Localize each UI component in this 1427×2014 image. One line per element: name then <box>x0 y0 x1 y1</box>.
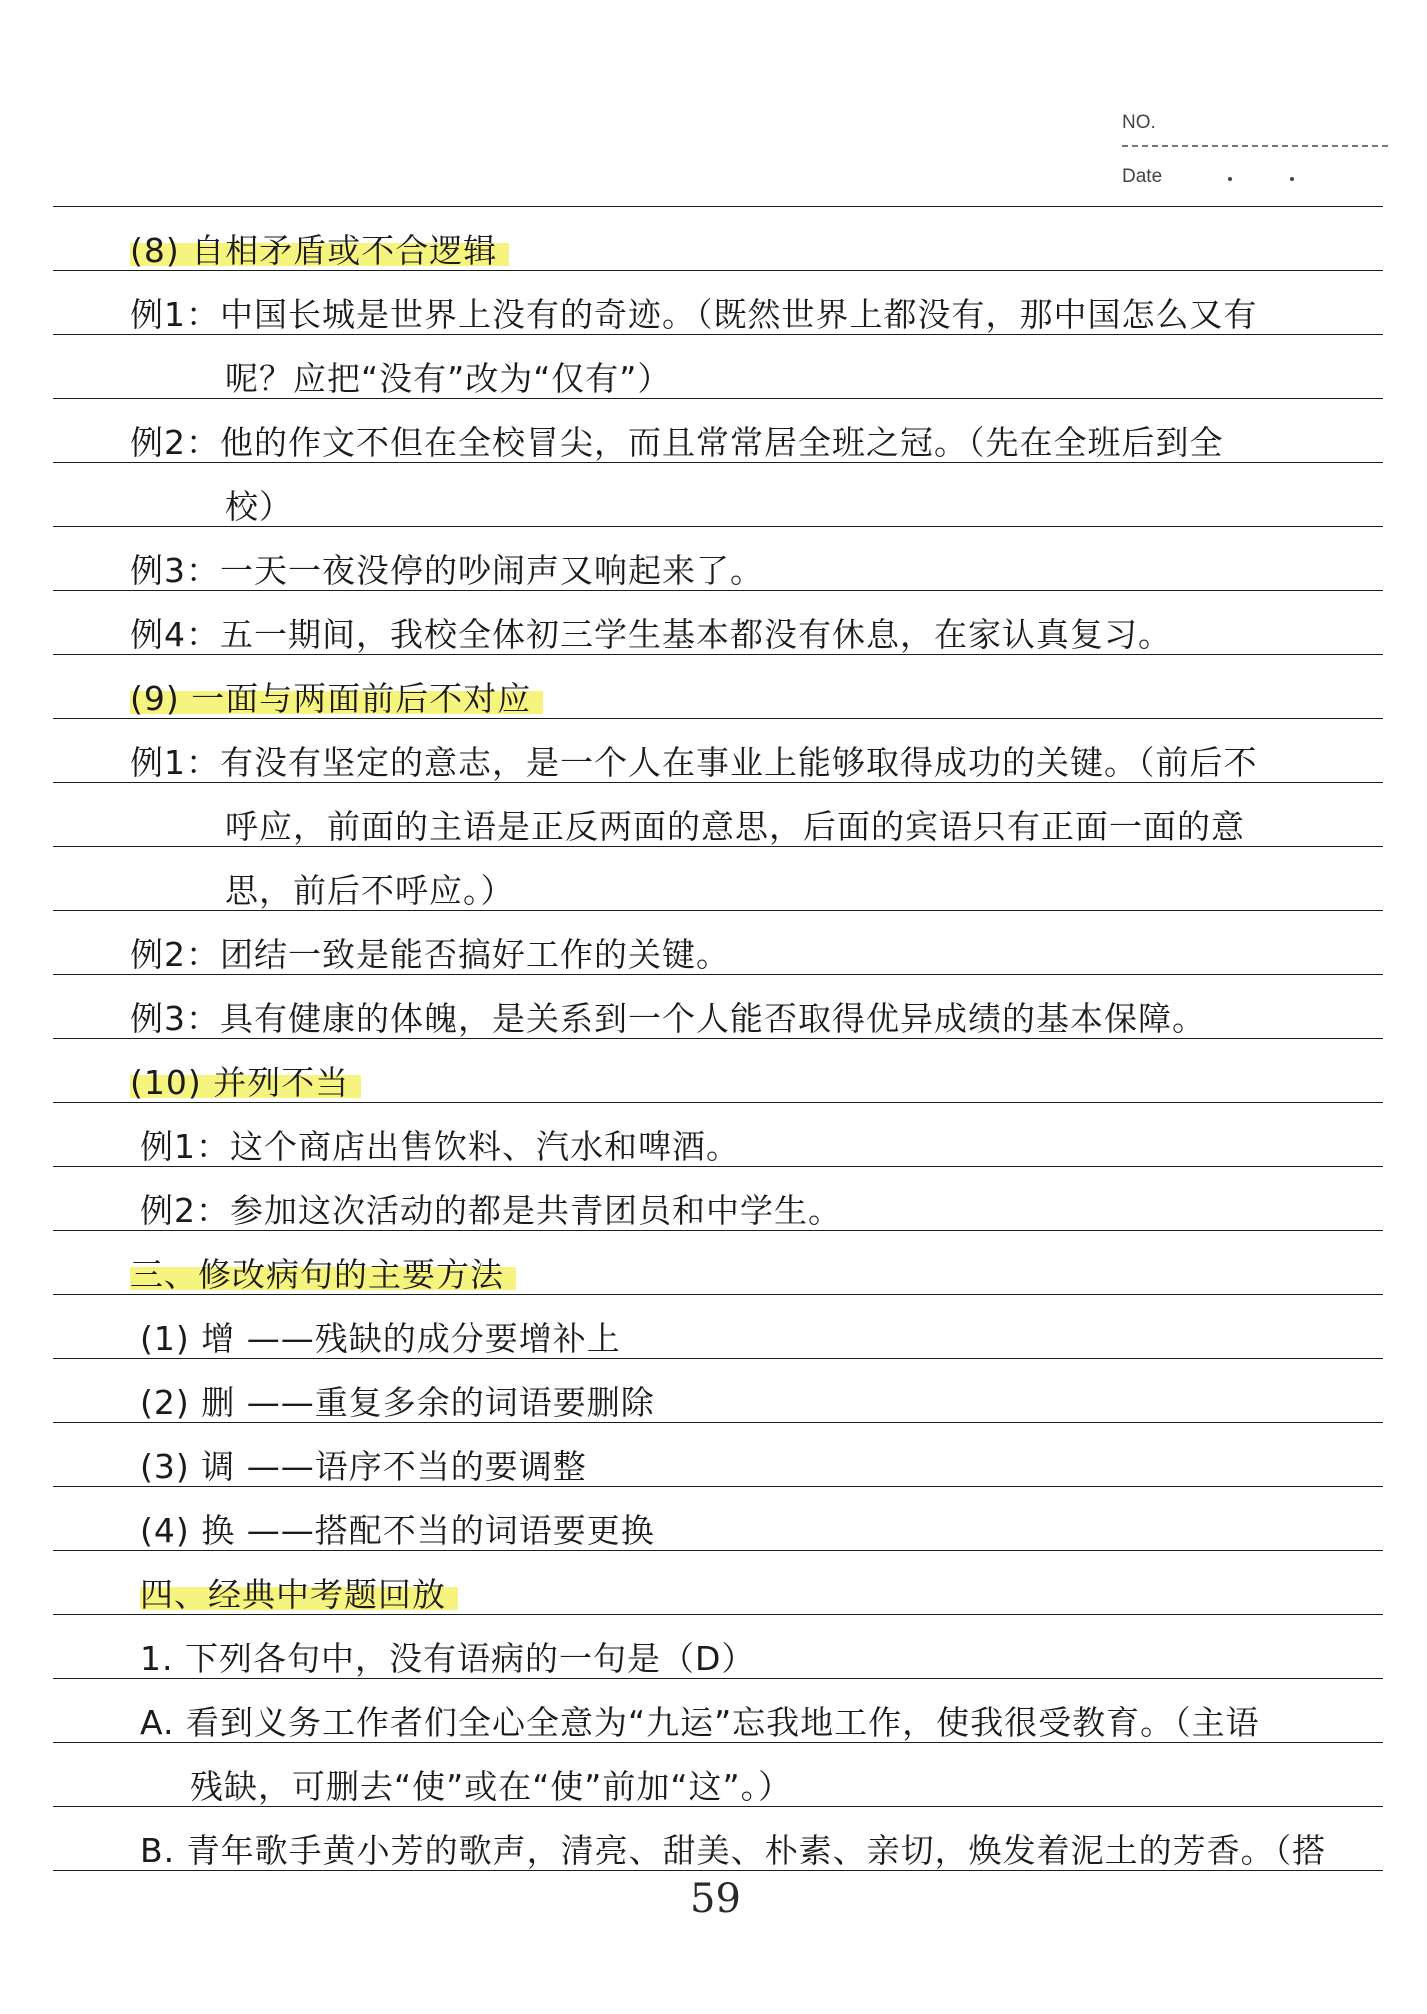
note-line: 呼应，前面的主语是正反两面的意思，后面的宾语只有正面一面的意 <box>225 807 1245 846</box>
note-line: 例2：他的作文不但在全校冒尖，而且常常居全班之冠。（先在全班后到全 <box>130 423 1224 462</box>
note-line: 例2：参加这次活动的都是共青团员和中学生。 <box>140 1191 842 1230</box>
date-label: Date <box>1122 166 1163 187</box>
note-line: 例1：中国长城是世界上没有的奇迹。（既然世界上都没有，那中国怎么又有 <box>130 295 1258 334</box>
date-separator-dot <box>1228 177 1232 181</box>
note-line: 例4：五一期间，我校全体初三学生基本都没有休息，在家认真复习。 <box>130 615 1172 654</box>
note-line: 思，前后不呼应。） <box>225 871 515 910</box>
option-line: B. 青年歌手黄小芳的歌声，清亮、甜美、朴素、亲切，焕发着泥土的芳香。（搭 <box>140 1831 1327 1870</box>
option-line: A. 看到义务工作者们全心全意为“九运”忘我地工作，使我很受教育。（主语 <box>140 1703 1260 1742</box>
no-label: NO. <box>1122 112 1156 133</box>
note-line: 校） <box>225 487 293 526</box>
no-dashed-line <box>1122 145 1388 147</box>
section-heading-10: (10) 并列不当 <box>130 1063 361 1103</box>
method-item: (1) 增 ——残缺的成分要增补上 <box>140 1319 621 1358</box>
method-item: (2) 删 ——重复多余的词语要删除 <box>140 1383 655 1422</box>
note-line: 例3：具有健康的体魄，是关系到一个人能否取得优异成绩的基本保障。 <box>130 999 1206 1038</box>
ruled-line <box>53 206 1383 207</box>
section-heading-8: (8) 自相矛盾或不合逻辑 <box>130 231 509 271</box>
method-item: (3) 调 ——语序不当的要调整 <box>140 1447 587 1486</box>
note-line: 例2：团结一致是能否搞好工作的关键。 <box>130 935 730 974</box>
question-line: 1. 下列各句中，没有语病的一句是（D） <box>140 1639 756 1678</box>
page-number: 59 <box>690 1876 741 1922</box>
note-line: 例3：一天一夜没停的吵闹声又响起来了。 <box>130 551 764 590</box>
section-heading-9: (9) 一面与两面前后不对应 <box>130 679 543 719</box>
date-separator-dot <box>1290 177 1294 181</box>
note-line: 例1：有没有坚定的意志，是一个人在事业上能够取得成功的关键。（前后不 <box>130 743 1258 782</box>
section-heading-3: 三、修改病句的主要方法 <box>130 1255 516 1295</box>
option-line: 残缺，可删去“使”或在“使”前加“这”。） <box>190 1767 793 1806</box>
note-line: 例1：这个商店出售饮料、汽水和啤酒。 <box>140 1127 740 1166</box>
note-line: 呢？应把“没有”改为“仅有”） <box>225 359 672 398</box>
method-item: (4) 换 ——搭配不当的词语要更换 <box>140 1511 655 1550</box>
section-heading-4: 四、经典中考题回放 <box>140 1575 458 1615</box>
